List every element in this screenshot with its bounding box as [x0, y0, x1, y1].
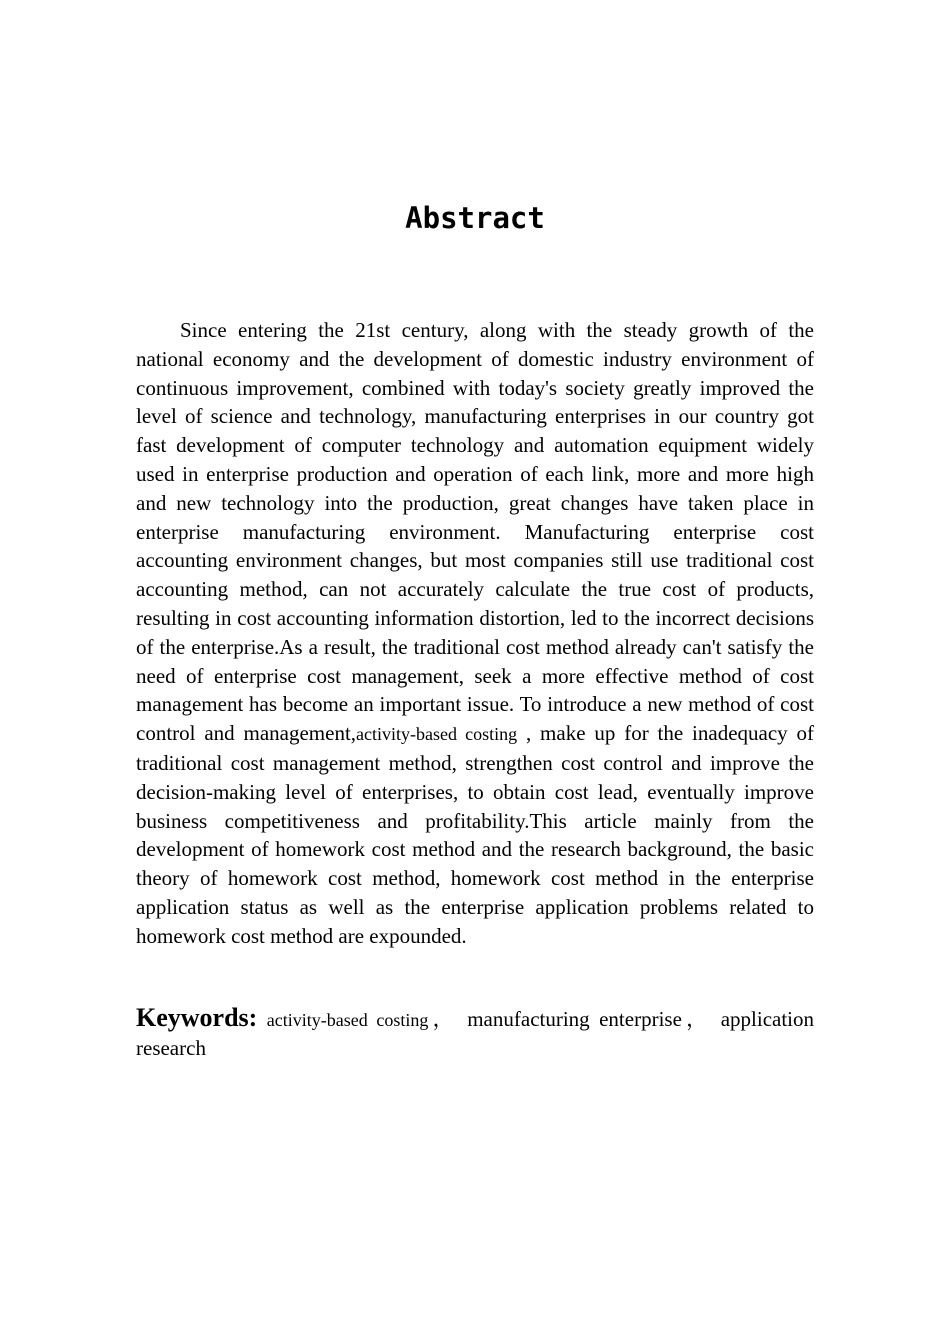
keyword-3: application research — [136, 1007, 815, 1060]
abstract-paragraph — [136, 316, 814, 951]
keywords-label: Keywords: — [136, 1003, 258, 1032]
keyword-separator-2: ， — [681, 1007, 712, 1031]
keyword-1: activity-based costing — [266, 1010, 429, 1030]
abstract-title: Abstract — [405, 201, 545, 235]
abstract-term: activity-based costing — [356, 724, 518, 745]
keywords-line — [136, 1004, 814, 1062]
keyword-separator-1: ， — [428, 1007, 458, 1031]
abstract-text-part-1: Since entering the 21st century, along with the steady growth of the national economy and the development of domestic industry environment of continuous improvement, combined with today's society greatly improved the level of science and technology, manufacturing enterprises in our country got fast development of computer technology and automation equipment widely used in enterprise production and operation of each link, more and more high and new technology into the production, great changes have taken place in enterprise manufacturing environment. Manufacturing enterprise cost accounting environment changes, but most companies still use traditional cost accounting method, can not accurately calculate the true cost of products, resulting in cost accounting information distortion, led to the incorrect decisions of the enterprise.As a result, the traditional cost method already can't satisfy the need of enterprise cost management, seek a more effective method of cost management has become an important issue. To introduce a new method of cost control and management, — [136, 318, 814, 746]
keyword-2: manufacturing enterprise — [467, 1007, 682, 1031]
abstract-text-part-2: , make up for the inadequacy of traditional cost management method, strengthen cost control and improve the decision-making level of enterprises, to obtain cost lead, eventually improve business competitiveness and profitability.This article mainly from the development of homework cost method and the research background, the basic theory of homework cost method, homework cost method in the enterprise application status as well as the enterprise application problems related to homework cost method are expounded. — [136, 721, 814, 948]
